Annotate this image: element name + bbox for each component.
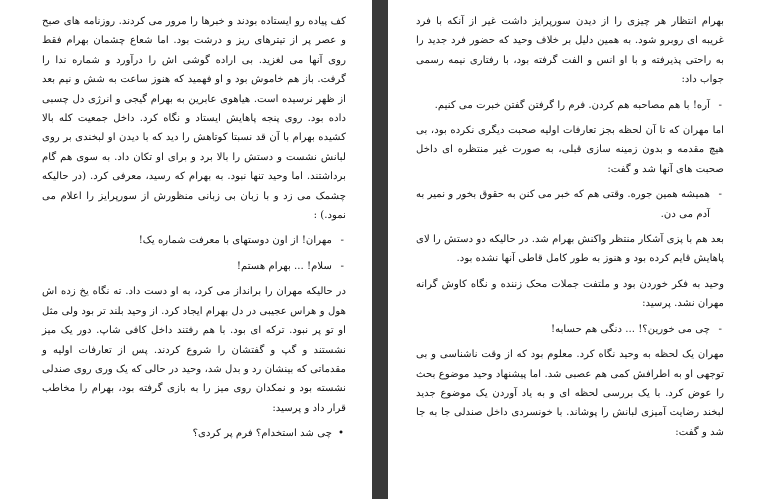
right-page-text <box>416 12 724 448</box>
dialog-line: - آره! با هم مصاحبه هم کردن. فرم را گرفتن گفتن خبرت می کنیم. <box>416 96 724 115</box>
paragraph: کف پیاده رو ایستاده بودند و خبرها را مرور می کردند. روزنامه های صبح و عصر پر از تیترهای ریز و درشت بود. اما شعاع چشمان بهرام فقط روی آنها می لغزید. بی اراده گوشی اش را درآورد و شماره ندا را گرفت. باز هم خاموش بود و او فهمید که هنوز ساعت به شش و نیم بعد از ظهر نرسیده است. هیاهوی عابرین به بهرام گیجی و انرژی دل چسبی داده بود. روی پنجه پاهایش ایستاد و نگاه کرد. داخل جمعیت کله بالا کشیده بهرام با آن قد نسبتا کوتاهش را دید که با دیدن او لبخندی بر روی لبانش نشست و دستش را بالا برد و برای او تکان داد. به سوی هم گام برداشتند. اما وحید تنها نبود. به بهرام که رسید، معرفی کرد. (در حالیکه چشمک می زد و با زبان بی زبانی منظورش از سورپرایز را اعلام می نمود.) : <box>42 16 346 222</box>
dialog-line: - سلام! ... بهرام هستم! <box>42 257 346 276</box>
dialog-line: - همیشه همین جوره. وقتی هم که خبر می کنن به حقوق بخور و نمیر به آدم می دن. <box>416 185 724 224</box>
paragraph: بعد هم با پزی آشکار منتظر واکنش بهرام شد. در حالیکه دو دستش را لای پاهایش قایم کرده بود و هنوز به طور کامل قاطی آنها نشده بود. <box>416 234 724 265</box>
dialog-line: - چی می خورین؟! ... دنگی هم حسابه! <box>416 320 724 339</box>
paragraph: بهرام انتظار هر چیزی را از دیدن سورپرایز داشت غیر از آنکه با فرد غریبه ای روبرو شود. به همین دلیل بر خلاف وحید که حضور فرد جدید را به راحتی پذیرفته و با او انس و الفت گرفته بود، با رفتاری نیمه رسمی جواب داد: <box>416 16 724 86</box>
paragraph: مهران یک لحظه به وحید نگاه کرد. معلوم بود که از وقت ناشناسی و بی توجهی او به اطرافش کمی هم عصبی شد. اما پیشنهاد وحید موضوع بحث را عوض کرد. با یک بررسی لحظه ای و به یاد آوردن یک موضوع جدید لبخند رضایت آمیزی لبانش را پوشاند. با خونسردی داخل صندلی جا به جا شد و گفت: <box>416 349 724 438</box>
dialog-line: - مهران! از اون دوستهای با معرفت شماره یک! <box>42 231 346 250</box>
page-gutter <box>372 0 388 499</box>
left-page <box>0 0 372 499</box>
left-page-text <box>42 12 346 450</box>
paragraph: وحید به فکر خوردن بود و ملتفت جملات محک زننده و نگاه کاوش گرانه مهران نشد. پرسید: <box>416 278 724 310</box>
bullet-line: • چی شد استخدام؟ فرم پر کردی؟ <box>42 424 346 443</box>
paragraph: در حالیکه مهران را برانداز می کرد، به او دست داد. ته نگاه یخ زده اش هول و هراس عجیبی در دل بهرام ایجاد کرد. از وحید بلند تر بود ولی مثل او تو پر نبود. ترکه ای بود. با هم رفتند داخل کافی شاپ. دور یک میز نشستند و گپ و گفتشان را شروع کردند. پس از تعارفات اولیه و مقدماتی که بینشان رد و بدل شد، وحید در حالی که یک وری روی صندلی نشسته بود و نمکدان روی میز را به بازی گرفته بود، بهرام را مخاطب قرار داد و پرسید: <box>42 286 346 414</box>
paragraph: اما مهران که تا آن لحظه بجز تعارفات اولیه صحبت دیگری نکرده بود، بی هیچ مقدمه و بدون زمینه سازی قبلی، به صورت غیر منتظره ای داخل صحبت های آنها شد و گفت: <box>416 125 724 175</box>
right-page <box>388 0 768 499</box>
